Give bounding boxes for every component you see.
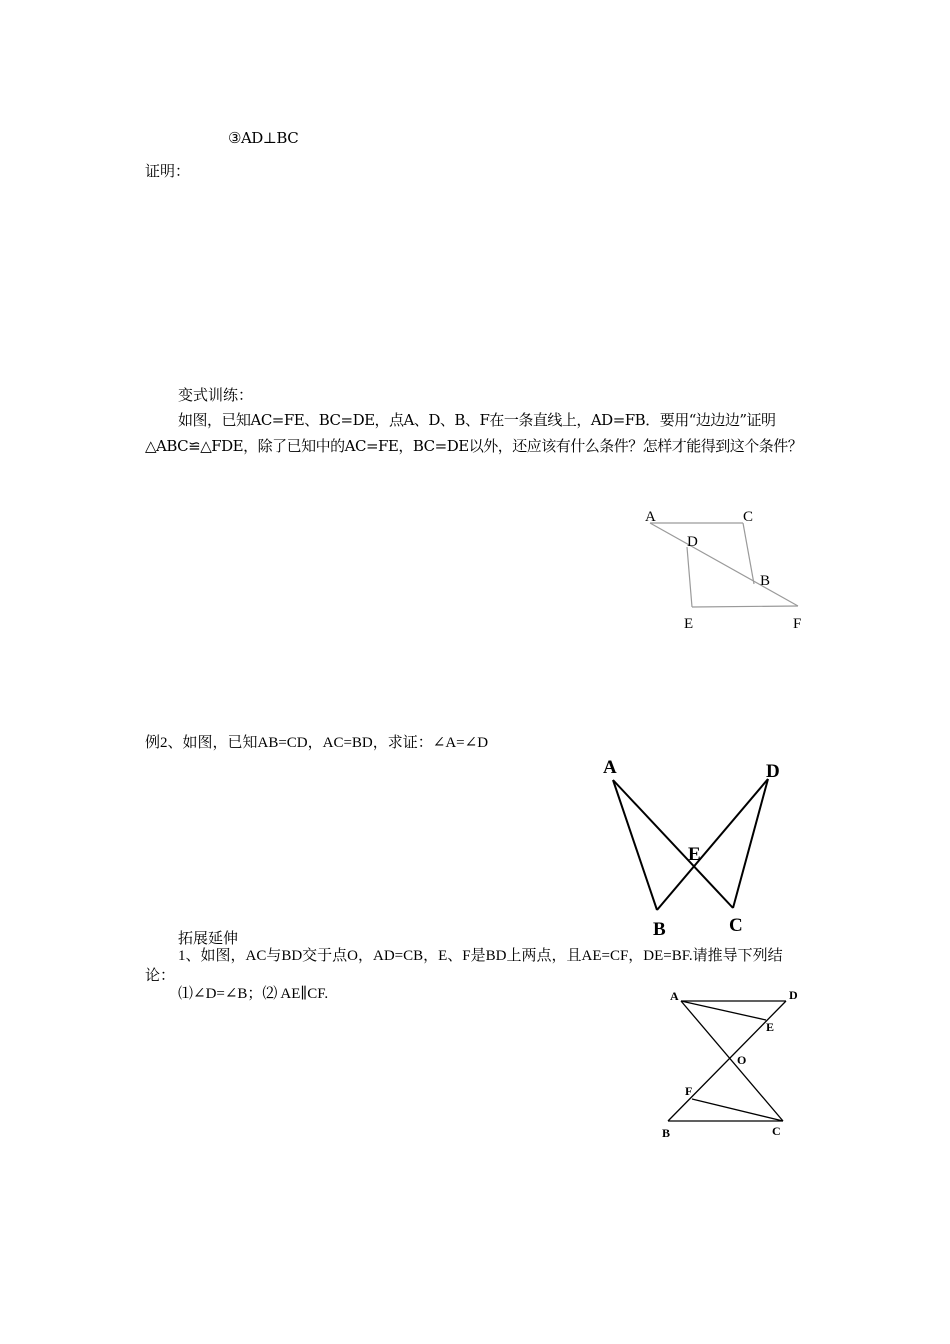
example2-label-d: D [766, 761, 780, 782]
extension-heading: 拓展延伸 [178, 931, 239, 947]
extension-problem: 1、如图，AC与BD交于点O，AD=CB，E、F是BD上两点，且AE=CF，DE=BF.请推导下列结论： [145, 948, 783, 984]
extension-figure [655, 985, 820, 1145]
condition-3: ③AD⊥BC [228, 129, 299, 147]
variant-label-a: A [645, 509, 656, 525]
extension-label-d: D [789, 988, 798, 1002]
extension-conclusions: ⑴∠D=∠B；⑵ AE∥CF. [178, 986, 329, 1002]
variant-label-c: C [743, 509, 754, 525]
example2-label-e: E [688, 844, 701, 865]
extension-label-o: O [737, 1053, 747, 1067]
example2-figure [595, 755, 795, 940]
variant-label-f: F [793, 616, 802, 632]
example2-label-c: C [729, 915, 743, 936]
variant-label-e: E [684, 616, 694, 632]
example2-label-a: A [603, 757, 617, 778]
variant-label-d: D [687, 534, 698, 550]
extension-label-f: F [685, 1084, 693, 1098]
example2-label-b: B [653, 919, 666, 940]
extension-label-e: E [766, 1020, 775, 1034]
extension-label-b: B [662, 1126, 671, 1140]
variant-figure [630, 500, 820, 640]
extension-label-c: C [772, 1124, 781, 1138]
extension-label-a: A [670, 989, 679, 1003]
proof-label: 证明： [145, 162, 191, 180]
variant-problem: 如图，已知AC=FE、BC=DE，点A、D、B、F在一条直线上，AD=FB．要用“边边边”证明△ABC≌△FDE，除了已知中的AC=FE，BC=DE以外，还应该有什么条件？怎样才能得到这个条件？ [145, 411, 803, 455]
variant-heading: 变式训练： [178, 386, 254, 404]
example2-text: 例2、如图，已知AB=CD，AC=BD，求证：∠A=∠D [145, 735, 489, 751]
variant-label-b: B [760, 573, 771, 589]
